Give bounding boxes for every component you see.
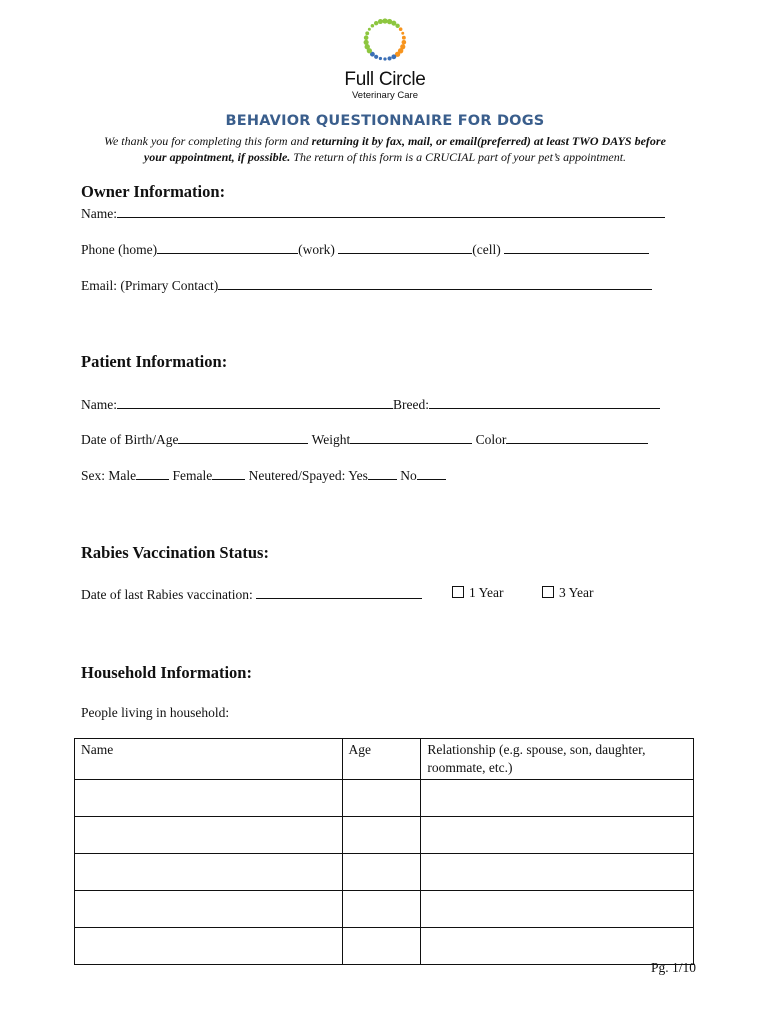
rabies-row bbox=[81, 584, 422, 602]
rabies-date-label: Date of last Rabies vaccination: bbox=[81, 587, 257, 602]
logo-dot bbox=[374, 55, 378, 59]
neutered-no-field[interactable] bbox=[417, 465, 446, 480]
patient-name-row bbox=[81, 394, 660, 412]
column-header-age: Age bbox=[342, 739, 421, 780]
logo-dot bbox=[365, 31, 369, 35]
female-label: Female bbox=[169, 468, 213, 483]
logo-dot bbox=[391, 54, 396, 59]
logo-dot bbox=[387, 56, 391, 60]
phone-home-field[interactable] bbox=[157, 239, 298, 254]
intro-line1-b: returning it by fax, mail, or email(preferred) at least TWO DAYS before bbox=[311, 134, 666, 148]
household-table bbox=[74, 738, 694, 965]
phone-home-label: Phone (home) bbox=[81, 242, 158, 257]
intro-line1-a: We thank you for completing this form and bbox=[104, 134, 312, 148]
patient-name-label: Name: bbox=[81, 397, 117, 412]
name-cell[interactable] bbox=[75, 928, 343, 965]
logo-dot bbox=[378, 19, 383, 24]
checkbox-icon[interactable] bbox=[452, 586, 464, 598]
name-cell[interactable] bbox=[75, 891, 343, 928]
intro-text bbox=[60, 134, 710, 165]
age-cell[interactable] bbox=[342, 817, 421, 854]
female-field[interactable] bbox=[212, 465, 245, 480]
column-header-relationship: Relationship (e.g. spouse, son, daughter, roommate, etc.) bbox=[421, 739, 694, 780]
owner-section-heading: Owner Information: bbox=[81, 182, 226, 201]
neutered-no-label: No bbox=[396, 468, 417, 483]
rabies-date-field[interactable] bbox=[256, 584, 422, 599]
checkbox-icon[interactable] bbox=[542, 586, 554, 598]
age-cell[interactable] bbox=[342, 854, 421, 891]
owner-name-row bbox=[81, 203, 665, 221]
relationship-cell[interactable] bbox=[421, 928, 694, 965]
age-cell[interactable] bbox=[342, 928, 421, 965]
rabies-1-year-option[interactable] bbox=[452, 584, 504, 602]
email-label: Email: (Primary Contact) bbox=[81, 278, 219, 293]
rabies-section-heading: Rabies Vaccination Status: bbox=[81, 543, 269, 562]
intro-line2-b: The return of this form is a CRUCIAL part of your pet’s appointment. bbox=[290, 149, 627, 164]
color-field[interactable] bbox=[506, 429, 648, 444]
logo-dot bbox=[401, 32, 404, 35]
table-row bbox=[75, 891, 694, 928]
patient-name-field[interactable] bbox=[117, 394, 393, 409]
table-header-row bbox=[75, 739, 694, 780]
clinic-subtitle: Veterinary Care bbox=[351, 90, 418, 101]
age-cell[interactable] bbox=[342, 780, 421, 817]
color-label: Color bbox=[472, 432, 507, 447]
page-number: Pg. 1/10 bbox=[650, 960, 696, 975]
patient-section-heading: Patient Information: bbox=[81, 352, 228, 371]
male-field[interactable] bbox=[136, 465, 169, 480]
breed-field[interactable] bbox=[429, 394, 660, 409]
rabies-3-year-label: 3 Year bbox=[559, 585, 594, 600]
logo-dot bbox=[402, 40, 407, 45]
column-header-name: Name bbox=[75, 739, 343, 780]
table-row bbox=[75, 928, 694, 965]
intro-line2-a: your appointment, if possible. bbox=[143, 149, 291, 164]
owner-name-field[interactable] bbox=[117, 203, 665, 218]
dob-field[interactable] bbox=[178, 429, 308, 444]
email-field[interactable] bbox=[218, 275, 652, 290]
patient-dob-row bbox=[81, 429, 648, 447]
logo-dot bbox=[364, 35, 369, 40]
logo-dot bbox=[368, 28, 371, 31]
circle-dots-logo-icon bbox=[359, 14, 411, 66]
table-row bbox=[75, 780, 694, 817]
name-cell[interactable] bbox=[75, 780, 343, 817]
relationship-cell[interactable] bbox=[421, 780, 694, 817]
logo-dot bbox=[364, 40, 369, 45]
form-title: BEHAVIOR QUESTIONNAIRE FOR DOGS bbox=[225, 113, 545, 129]
table-row bbox=[75, 817, 694, 854]
weight-label: Weight bbox=[308, 432, 351, 447]
rabies-3-year-option[interactable] bbox=[542, 584, 594, 602]
logo-dot bbox=[395, 24, 399, 28]
household-section-heading: Household Information: bbox=[81, 663, 252, 682]
neutered-yes-label: Neutered/Spayed: Yes bbox=[245, 468, 368, 483]
phone-work-label: (work) bbox=[298, 242, 339, 257]
logo-dot bbox=[374, 21, 378, 25]
patient-sex-row bbox=[81, 465, 446, 483]
name-cell[interactable] bbox=[75, 817, 343, 854]
dob-label: Date of Birth/Age bbox=[81, 432, 179, 447]
logo-dot bbox=[365, 44, 370, 49]
phone-cell-field[interactable] bbox=[504, 239, 649, 254]
sex-male-label: Sex: Male bbox=[81, 468, 137, 483]
relationship-cell[interactable] bbox=[421, 891, 694, 928]
owner-name-label: Name: bbox=[81, 206, 117, 221]
phone-cell-label: (cell) bbox=[472, 242, 505, 257]
table-row bbox=[75, 854, 694, 891]
relationship-cell[interactable] bbox=[421, 854, 694, 891]
owner-email-row bbox=[81, 275, 652, 293]
name-cell[interactable] bbox=[75, 854, 343, 891]
relationship-cell[interactable] bbox=[421, 817, 694, 854]
logo-dot bbox=[402, 36, 406, 40]
logo-dot bbox=[399, 27, 403, 31]
weight-field[interactable] bbox=[350, 429, 472, 444]
logo-dot bbox=[379, 57, 382, 60]
logo-dot bbox=[382, 18, 387, 23]
rabies-1-year-label: 1 Year bbox=[469, 585, 504, 600]
clinic-logo bbox=[340, 14, 430, 101]
logo-dot bbox=[383, 57, 386, 60]
people-in-household-label: People living in household: bbox=[81, 705, 230, 720]
neutered-yes-field[interactable] bbox=[368, 465, 397, 480]
logo-dot bbox=[371, 24, 375, 28]
owner-phone-row bbox=[81, 239, 649, 257]
breed-label: Breed: bbox=[393, 397, 429, 412]
age-cell[interactable] bbox=[342, 891, 421, 928]
phone-work-field[interactable] bbox=[338, 239, 472, 254]
clinic-name: Full Circle bbox=[344, 69, 426, 90]
